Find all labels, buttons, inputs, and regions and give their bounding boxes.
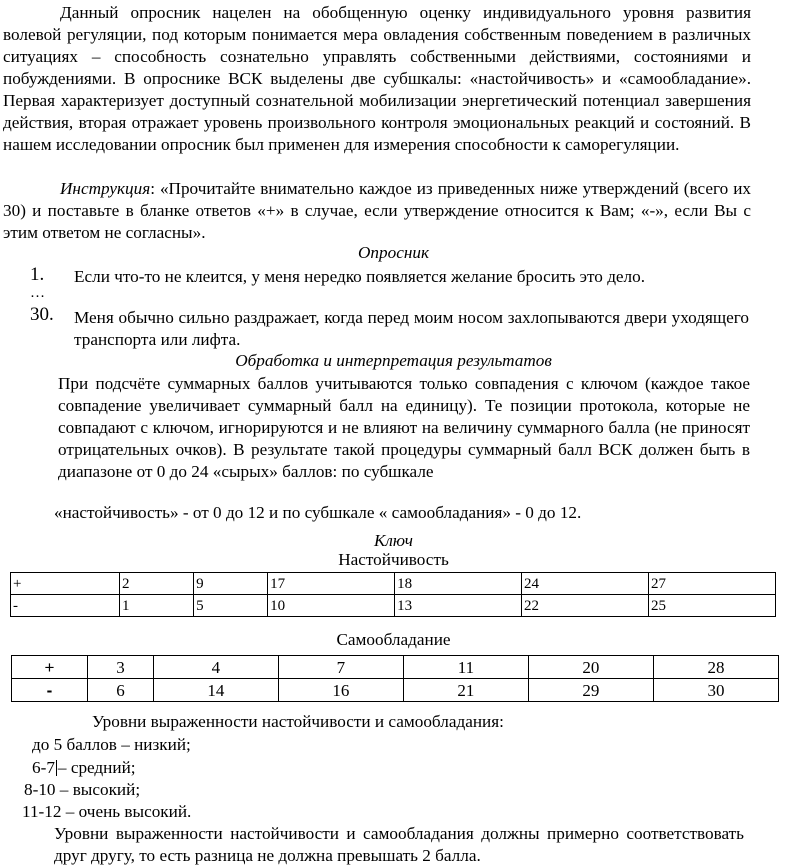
table-cell: 18 [395, 573, 522, 595]
table-cell: + [12, 656, 88, 679]
instruction-paragraph [3, 178, 751, 244]
level-high: 8-10 – высокий; [24, 780, 141, 799]
table-cell: 10 [268, 595, 395, 617]
conclusion-paragraph: Уровни выраженности настойчивости и самообладания должны примерно соответствовать друг другу, то есть разница не должна превышать 2 балла. [54, 824, 744, 865]
text-cursor [56, 760, 57, 776]
table-cell: 17 [268, 573, 395, 595]
level-mid: 6-7 – средний; [32, 758, 136, 777]
item-text: Меня обычно сильно раздражает, когда перед моим носом захлопываются двери уходящего транспорта или лифта. [74, 308, 749, 349]
key-title: Ключ [374, 531, 413, 550]
intro-paragraph [3, 2, 751, 156]
table-cell: 3 [87, 656, 153, 679]
table-cell: + [11, 573, 120, 595]
table-cell: 11 [403, 656, 528, 679]
table-row [11, 573, 776, 595]
table-cell: 22 [522, 595, 649, 617]
instruction-text: : «Прочитайте внимательно каждое из приведенных ниже утверждений (всего их 30) и поставьте в бланке ответов «+» в случае, если утверждение относится к Вам; «-», если Вы с этим ответом не согласны». [3, 179, 751, 242]
table-cell: 16 [278, 679, 403, 702]
table-cell: 29 [528, 679, 653, 702]
item-number: 1. [30, 264, 45, 285]
table-cell: - [12, 679, 88, 702]
levels-title: Уровни выраженности настойчивости и самообладания: [92, 712, 504, 731]
intro-text: Данный опросник нацелен на обобщенную оценку индивидуального уровня развития волевой регуляции, под которым понимается мера овладения собственным поведением в различных ситуациях – способность сознательно управлять собственными действиями, состояниями и побуждениями. В опроснике ВСК выделены две субшкалы: «настойчивость» и «самообладание». Первая характеризует доступный сознательной мобилизации энергетический потенциал завершения действия, вторая отражает уровень произвольного контроля эмоциональных реакций и состояний. В нашем исследовании опросник был применен для измерения способности к саморегуляции. [3, 3, 751, 154]
table-row [12, 679, 779, 702]
processing-paragraph: При подсчёте суммарных баллов учитываются только совпадения с ключом (каждое такое совпадение увеличивает суммарный балл на единицу). Те позиции протокола, которые не совпадают с ключом, игнорируются и не влияют на величину суммарного балла (не приносят отрицательных очков). В результате такой процедуры суммарный балл ВСК должен быть в диапазоне от 0 до 24 «сырых» баллов: по субшкале [58, 374, 750, 481]
table-cell: 27 [648, 573, 775, 595]
processing-paragraph-end: «настойчивость» - от 0 до 12 и по субшкале « самообладания» - 0 до 12. [54, 503, 582, 522]
table-row [11, 595, 776, 617]
level-very-high: 11-12 – очень высокий. [22, 802, 192, 821]
questionnaire-title: Опросник [358, 243, 429, 262]
table-cell: 4 [153, 656, 278, 679]
table-cell: 9 [194, 573, 268, 595]
ellipsis: … [30, 285, 45, 301]
table-cell: 21 [403, 679, 528, 702]
table-cell: 1 [120, 595, 194, 617]
table-cell: 5 [194, 595, 268, 617]
table-cell: 2 [120, 573, 194, 595]
table-cell: 24 [522, 573, 649, 595]
table-cell: - [11, 595, 120, 617]
item-number: 30. [30, 304, 54, 325]
table-cell: 6 [87, 679, 153, 702]
selfcontrol-key-table [11, 655, 779, 702]
instruction-label: Инструкция [60, 179, 151, 198]
table-cell: 13 [395, 595, 522, 617]
table-row [12, 656, 779, 679]
persistence-title: Настойчивость [338, 550, 449, 569]
table-cell: 30 [653, 679, 778, 702]
table-cell: 14 [153, 679, 278, 702]
table-cell: 25 [648, 595, 775, 617]
selfcontrol-title: Самообладание [336, 630, 451, 649]
table-cell: 7 [278, 656, 403, 679]
processing-title: Обработка и интерпретация результатов [235, 351, 552, 370]
persistence-key-table [10, 572, 776, 617]
table-cell: 28 [653, 656, 778, 679]
item-text: Если что-то не клеится, у меня нередко появляется желание бросить это дело. [74, 267, 646, 286]
level-low: до 5 баллов – низкий; [32, 735, 191, 754]
table-cell: 20 [528, 656, 653, 679]
